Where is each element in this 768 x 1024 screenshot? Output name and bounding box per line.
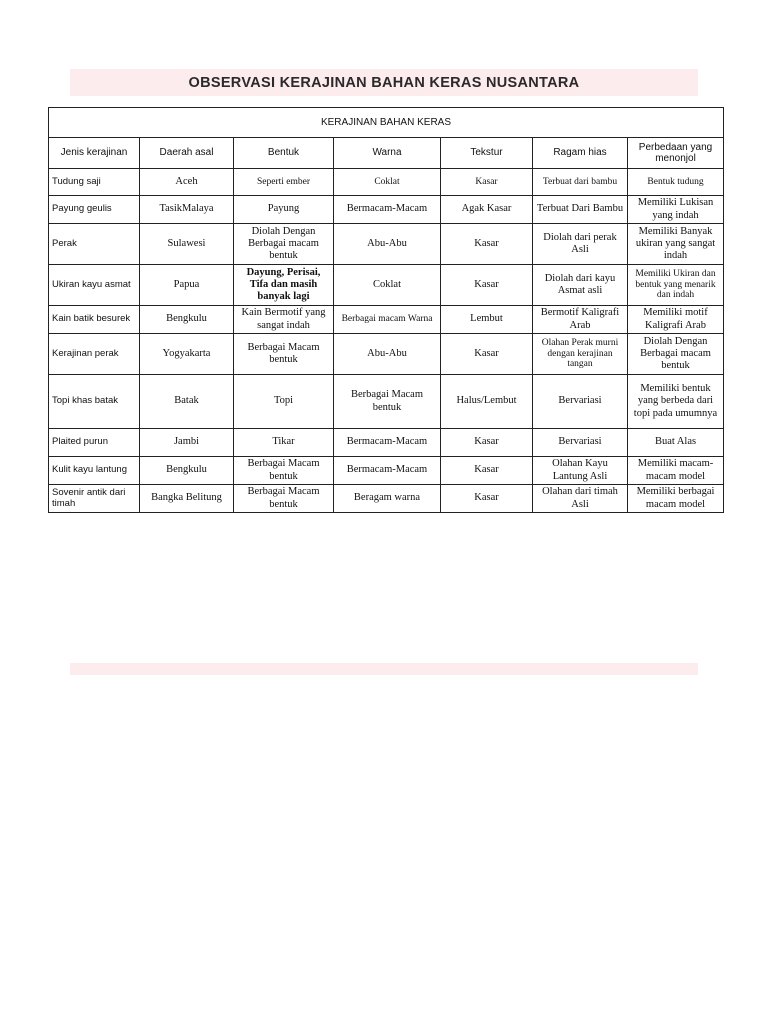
cell-warna: Berbagai Macam bentuk xyxy=(334,375,441,429)
bottom-band xyxy=(70,663,698,675)
cell-ragam: Olahan dari timah Asli xyxy=(533,485,628,513)
column-header: Warna xyxy=(334,138,441,169)
cell-warna: Bermacam-Macam xyxy=(334,457,441,485)
cell-warna: Beragam warna xyxy=(334,485,441,513)
cell-jenis: Payung geulis xyxy=(49,196,140,224)
cell-bentuk: Berbagai Macam bentuk xyxy=(234,485,334,513)
cell-ragam: Bermotif Kaligrafi Arab xyxy=(533,306,628,334)
cell-daerah: TasikMalaya xyxy=(140,196,234,224)
table-row xyxy=(49,196,724,224)
cell-warna: Abu-Abu xyxy=(334,334,441,375)
cell-tekstur: Kasar xyxy=(441,429,533,457)
cell-perbedaan: Memiliki macam-macam model xyxy=(628,457,724,485)
cell-jenis: Kain batik besurek xyxy=(49,306,140,334)
cell-daerah: Papua xyxy=(140,265,234,306)
table-row xyxy=(49,169,724,196)
cell-tekstur: Kasar xyxy=(441,265,533,306)
cell-daerah: Batak xyxy=(140,375,234,429)
column-header: Bentuk xyxy=(234,138,334,169)
cell-daerah: Jambi xyxy=(140,429,234,457)
cell-perbedaan: Bentuk tudung xyxy=(628,169,724,196)
cell-warna: Berbagai macam Warna xyxy=(334,306,441,334)
cell-jenis: Topi khas batak xyxy=(49,375,140,429)
cell-warna: Coklat xyxy=(334,169,441,196)
cell-ragam: Terbuat Dari Bambu xyxy=(533,196,628,224)
cell-bentuk: Diolah Dengan Berbagai macam bentuk xyxy=(234,224,334,265)
cell-bentuk: Topi xyxy=(234,375,334,429)
cell-perbedaan: Diolah Dengan Berbagai macam bentuk xyxy=(628,334,724,375)
cell-warna: Abu-Abu xyxy=(334,224,441,265)
cell-jenis: Kulit kayu lantung xyxy=(49,457,140,485)
cell-perbedaan: Memiliki motif Kaligrafi Arab xyxy=(628,306,724,334)
cell-bentuk: Berbagai Macam bentuk xyxy=(234,334,334,375)
cell-perbedaan: Buat Alas xyxy=(628,429,724,457)
cell-tekstur: Kasar xyxy=(441,334,533,375)
cell-tekstur: Kasar xyxy=(441,457,533,485)
cell-tekstur: Kasar xyxy=(441,224,533,265)
cell-perbedaan: Memiliki Ukiran dan bentuk yang menarik dan indah xyxy=(628,265,724,306)
cell-ragam: Diolah dari kayu Asmat asli xyxy=(533,265,628,306)
cell-jenis: Sovenir antik dari timah xyxy=(49,485,140,513)
table-row xyxy=(49,457,724,485)
header-row xyxy=(49,138,724,169)
cell-tekstur: Halus/Lembut xyxy=(441,375,533,429)
column-header: Ragam hias xyxy=(533,138,628,169)
cell-daerah: Sulawesi xyxy=(140,224,234,265)
cell-bentuk: Berbagai Macam bentuk xyxy=(234,457,334,485)
table-row xyxy=(49,485,724,513)
cell-ragam: Olahan Kayu Lantung Asli xyxy=(533,457,628,485)
cell-ragam: Diolah dari perak Asli xyxy=(533,224,628,265)
cell-bentuk: Kain Bermotif yang sangat indah xyxy=(234,306,334,334)
cell-perbedaan: Memiliki berbagai macam model xyxy=(628,485,724,513)
table-caption: KERAJINAN BAHAN KERAS xyxy=(49,108,724,138)
cell-daerah: Aceh xyxy=(140,169,234,196)
cell-ragam: Bervariasi xyxy=(533,375,628,429)
cell-perbedaan: Memiliki Lukisan yang indah xyxy=(628,196,724,224)
column-header: Perbedaan yang menonjol xyxy=(628,138,724,169)
title-band xyxy=(70,69,698,96)
cell-bentuk: Tikar xyxy=(234,429,334,457)
cell-bentuk: Payung xyxy=(234,196,334,224)
cell-jenis: Kerajinan perak xyxy=(49,334,140,375)
cell-bentuk: Dayung, Perisai, Tifa dan masih banyak lagi xyxy=(234,265,334,306)
cell-warna: Bermacam-Macam xyxy=(334,196,441,224)
cell-tekstur: Kasar xyxy=(441,485,533,513)
cell-jenis: Ukiran kayu asmat xyxy=(49,265,140,306)
cell-warna: Coklat xyxy=(334,265,441,306)
table-row xyxy=(49,265,724,306)
cell-jenis: Tudung saji xyxy=(49,169,140,196)
cell-jenis: Perak xyxy=(49,224,140,265)
cell-daerah: Bengkulu xyxy=(140,306,234,334)
table-row xyxy=(49,375,724,429)
cell-jenis: Plaited purun xyxy=(49,429,140,457)
cell-daerah: Bengkulu xyxy=(140,457,234,485)
table-row xyxy=(49,429,724,457)
table-row xyxy=(49,306,724,334)
cell-daerah: Bangka Belitung xyxy=(140,485,234,513)
cell-warna: Bermacam-Macam xyxy=(334,429,441,457)
table-row xyxy=(49,224,724,265)
column-header: Jenis kerajinan xyxy=(49,138,140,169)
table-row xyxy=(49,334,724,375)
cell-tekstur: Kasar xyxy=(441,169,533,196)
craft-table xyxy=(48,107,724,513)
cell-daerah: Yogyakarta xyxy=(140,334,234,375)
cell-ragam: Olahan Perak murni dengan kerajinan tangan xyxy=(533,334,628,375)
cell-tekstur: Agak Kasar xyxy=(441,196,533,224)
cell-tekstur: Lembut xyxy=(441,306,533,334)
cell-ragam: Bervariasi xyxy=(533,429,628,457)
cell-perbedaan: Memiliki bentuk yang berbeda dari topi pada umumnya xyxy=(628,375,724,429)
column-header: Daerah asal xyxy=(140,138,234,169)
page-title: OBSERVASI KERAJINAN BAHAN KERAS NUSANTARA xyxy=(188,74,580,91)
column-header: Tekstur xyxy=(441,138,533,169)
cell-bentuk: Seperti ember xyxy=(234,169,334,196)
cell-perbedaan: Memiliki Banyak ukiran yang sangat indah xyxy=(628,224,724,265)
cell-ragam: Terbuat dari bambu xyxy=(533,169,628,196)
